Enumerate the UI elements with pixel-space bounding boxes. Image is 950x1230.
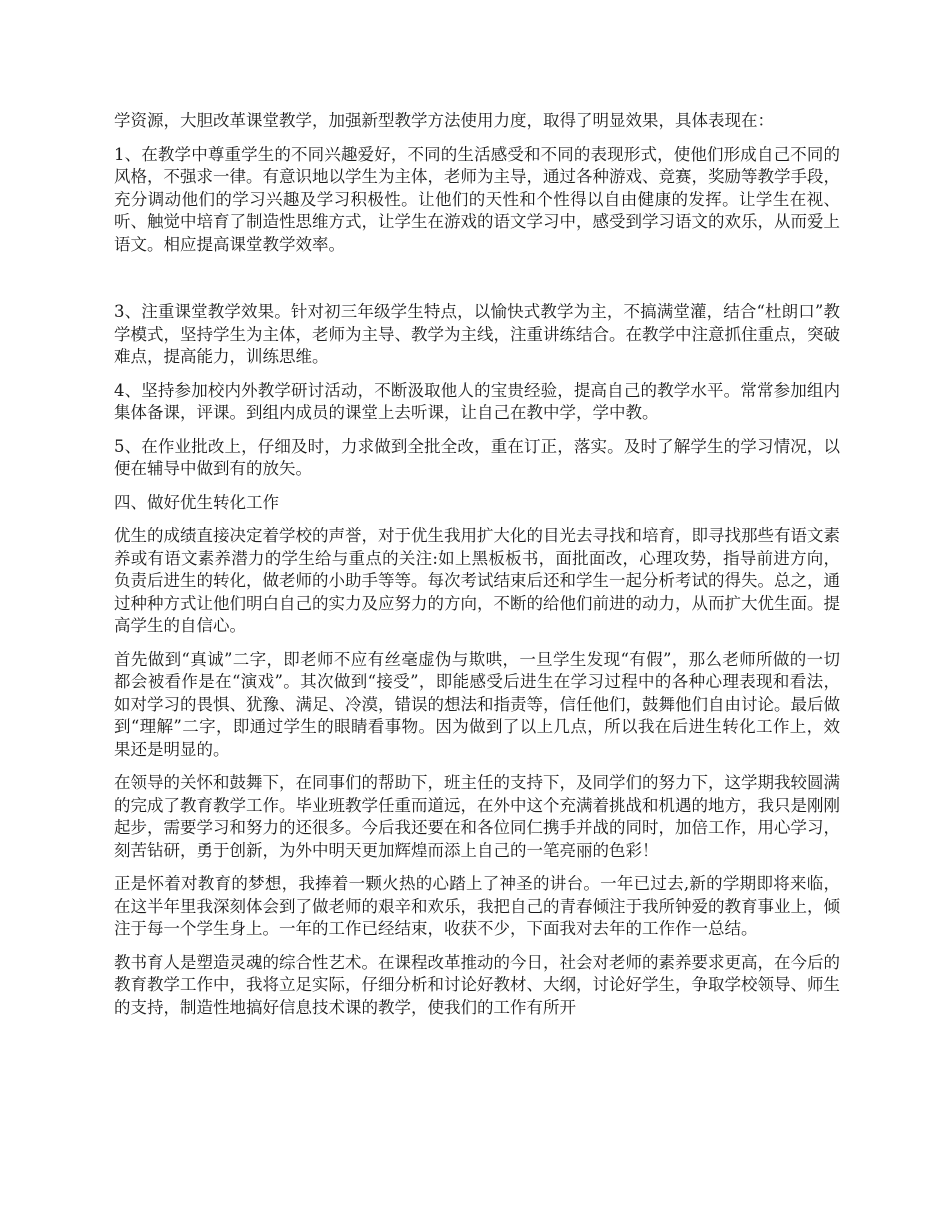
blank-gap [114,267,840,301]
paragraph-top-students: 优生的成绩直接决定着学校的声誉，对于优生我用扩大化的目光去寻找和培育，即寻找那些有语文素养或有语文素养潜力的学生给与重点的关注:如上黑板板书，面批面改，心理攻势，指导前进方向，负责后进生的转化，做老师的小助手等等。每次考试结束后还和学生一起分析考试的得失。总之，通过种种方式让他们明白自己的实力及应努力的方向，不断的给他们前进的动力，从而扩大优生面。提高学生的自信心。 [114,526,840,635]
paragraph-education-art: 教书育人是塑造灵魂的综合性艺术。在课程改革推动的今日，社会对老师的素养要求更高，在今后的教育教学工作中，我将立足实际，仔细分析和讨论好教材、大纲，讨论好学生，争取学校领导、师生的支持，制造性地搞好信息技术课的教学，使我们的工作有所开 [114,952,840,1017]
paragraph-acknowledgement: 在领导的关怀和鼓舞下，在同事们的帮助下，班主任的支持下，及同学们的努力下，这学期我较圆满的完成了教育教学工作。毕业班教学任重而道远，在外中这个充满着挑战和机遇的地方，我只是刚刚起步，需要学习和努力的还很多。今后我还要在和各位同仁携手并战的同时，加倍工作，用心学习，刻苦钻研，勇于创新，为外中明天更加辉煌而添上自己的一笔亮丽的色彩！ [114,773,840,860]
paragraph-item-4: 4、坚持参加校内外教学研讨活动，不断汲取他人的宝贵经验，提高自己的教学水平。常常参加组内集体备课，评课。到组内成员的课堂上去听课，让自己在教中学，学中教。 [114,380,840,422]
paragraph-item-3: 3、注重课堂教学效果。针对初三年级学生特点，以愉快式教学为主，不搞满堂灌，结合“杜朗口”教学模式，坚持学生为主体，老师为主导、教学为主线，注重讲练结合。在教学中注意抓住重点，突破难点，提高能力，训练思维。 [114,302,840,366]
paragraph-item-5: 5、在作业批改上，仔细及时，力求做到全批全改，重在订正，落实。及时了解学生的学习情况，以便在辅导中做到有的放矢。 [114,436,840,478]
paragraph-dream: 正是怀着对教育的梦想，我捧着一颗火热的心踏上了神圣的讲台。一年已过去,新的学期即将来临，在这半年里我深刻体会到了做老师的艰辛和欢乐，我把自己的青春倾注于我所钟爱的教育事业上，倾注于每一个学生身上。一年的工作已经结束，收获不少，下面我对去年的工作作一总结。 [114,874,840,938]
paragraph-intro-continued: 学资源，大胆改革课堂教学，加强新型教学方法使用力度，取得了明显效果，具体表现在： [114,111,774,130]
document-page [114,110,840,1030]
paragraph-item-1: 1、在教学中尊重学生的不同兴趣爱好，不同的生活感受和不同的表现形式，使他们形成自己不同的风格，不强求一律。有意识地以学生为主体，老师为主导，通过各种游戏、竞赛，奖励等教学手段，充分调动他们的学习兴趣及学习积极性。让他们的天性和个性得以自由健康的发挥。让学生在视、听、触觉中培育了制造性思维方式，让学生在游戏的语文学习中，感受到学习语文的欢乐，从而爱上语文。相应提高课堂教学效率。 [114,144,840,254]
paragraph-sincerity: 首先做到“真诚”二字，即老师不应有丝毫虚伪与欺哄，一旦学生发现“有假”，那么老师所做的一切都会被看作是在“演戏”。其次做到“接受”，即能感受后进生在学习过程中的各种心理表现和看法，如对学习的畏惧、犹豫、满足、冷漠，错误的想法和指责等，信任他们，鼓舞他们自由讨论。最后做到“理解”二字，即通过学生的眼睛看事物。因为做到了以上几点，所以我在后进生转化工作上，效果还是明显的。 [114,649,840,759]
section-heading: 四、做好优生转化工作 [114,492,279,512]
